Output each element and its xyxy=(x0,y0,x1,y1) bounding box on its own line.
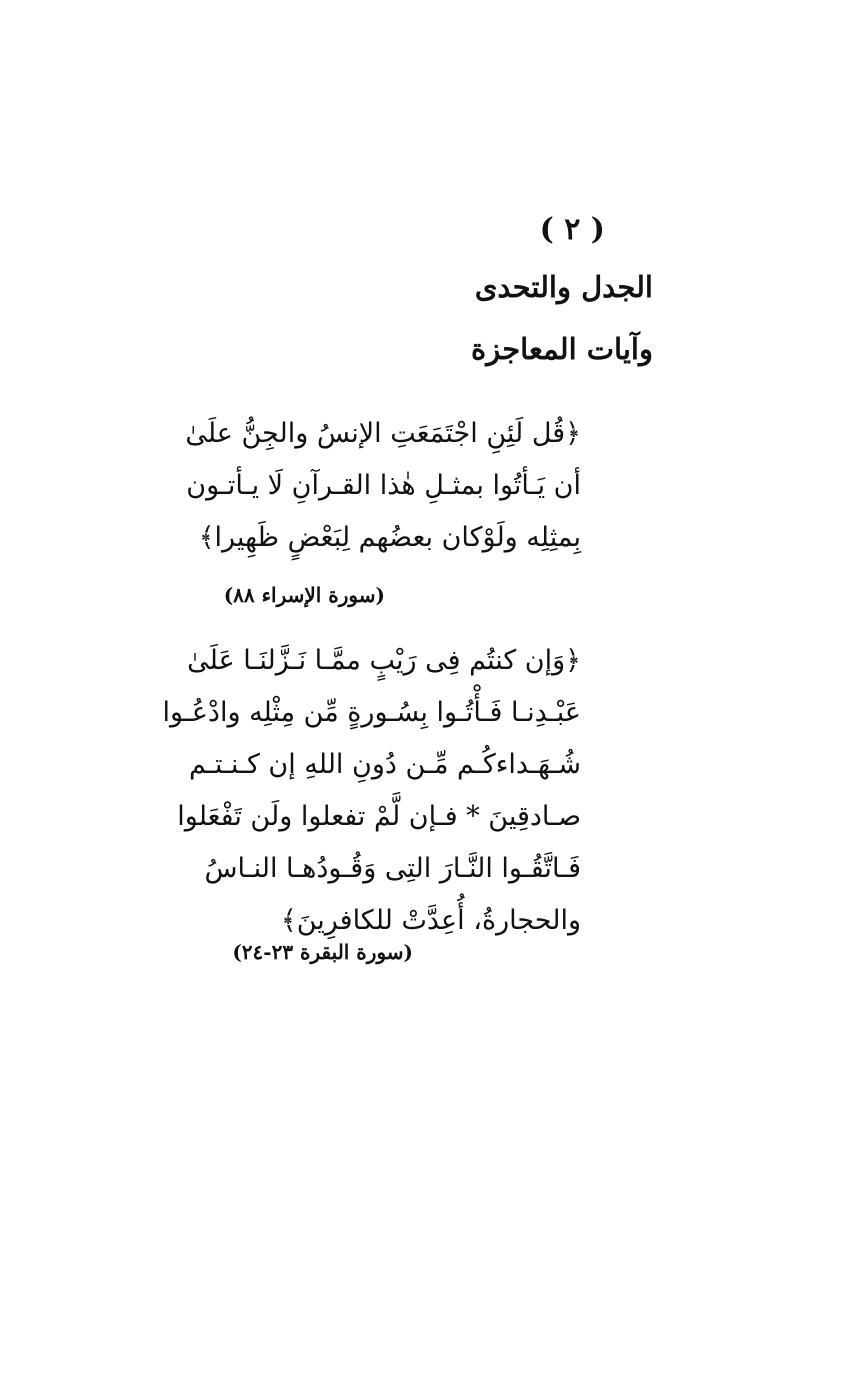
verse-citation: (سورة البقرة ٢٣-٢٤) xyxy=(232,940,413,964)
chapter-number: ( ٢ ) xyxy=(539,212,605,247)
verse-line: صـادقِينَ * فـإن لَّمْ تفعلوا ولَن تَفْعَلوا xyxy=(177,801,581,832)
verse-line: بِمثِلِه ولَوْكان بعضُهم لِبَعْضٍ ظَهِيرا﴾ xyxy=(198,522,581,553)
verse-citation: (سورة الإسراء ٨٨) xyxy=(223,583,385,607)
verse-line: شُـهَـداءكُـم مِّـن دُونِ اللهِ إن كـنـتـم xyxy=(188,749,581,780)
verse-line: عَبْـدِنـا فَـأْتُـوا بِسُـورةٍ مِّن مِثْلِه وادْعُـوا xyxy=(162,697,581,728)
section-subtitle: وآيات المعاجزة xyxy=(471,332,653,366)
verse-block-isra xyxy=(185,408,581,564)
verse-line: ﴿وَإن كنتُم فِى رَيْبٍ ممَّـا نَـزَّلنَـا عَلَىٰ xyxy=(187,645,581,676)
verse-line: أن يَـأتُوا بمثـلِ هٰذا القـرآنِ لَا يـأتـون xyxy=(186,470,581,501)
verse-line: فَـاتَّقُـوا النَّـارَ التِى وَقُـودُهـا النـاسُ xyxy=(204,853,581,884)
section-title: الجدل والتحدى xyxy=(474,270,653,304)
verse-line: والحجارةُ، أُعِدَّتْ للكافرِينَ﴾ xyxy=(280,905,581,936)
verse-line: ﴿قُل لَئِنِ اجْتَمَعَتِ الإنسُ والجِنُّ علَىٰ xyxy=(185,418,581,449)
verse-block-baqara xyxy=(162,635,581,947)
